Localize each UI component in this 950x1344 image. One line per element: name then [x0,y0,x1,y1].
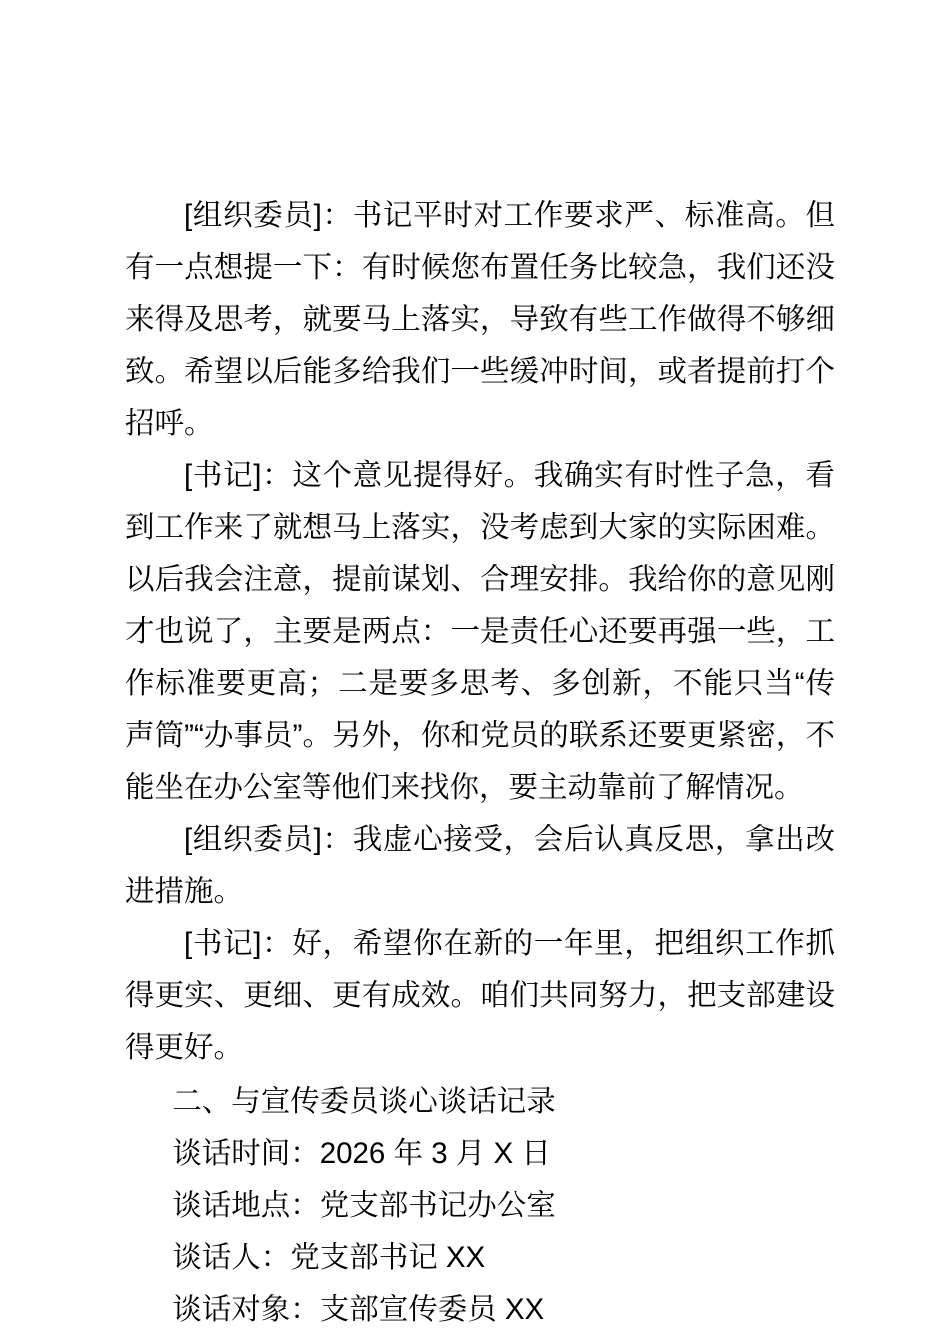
paragraph-organization-committee-accept: [组织委员]：我虚心接受，会后认真反思，拿出改进措施。 [125,823,835,908]
interview-record-header-block [125,1076,835,1336]
paragraph-secretary-response: [书记]：这个意见提得好。我确实有时性子急，看到工作来了就想马上落实，没考虑到大家的实际困难。以后我会注意，提前谋划、合理安排。我给你的意见刚才也说了，主要是两点：一是责任心还要再强一些，工作标准要更高；二是要多思考、多创新，不能只当“传声筒”“办事员”。另外，你和党员的联系还要更紧密，不能坐在办公室等他们来找你，要主动靠前了解情况。 [125,459,835,804]
paragraph-secretary-closing: [书记]：好，希望你在新的一年里，把组织工作抓得更实、更细、更有成效。咱们共同努力，把支部建设得更好。 [125,927,835,1064]
meta-line-talk-location: 谈话地点：党支部书记办公室 [172,1189,556,1222]
paragraph-organization-committee-feedback: [组织委员]：书记平时对工作要求严、标准高。但有一点想提一下：有时候您布置任务比较急，我们还没来得及思考，就要马上落实，导致有些工作做得不够细致。希望以后能多给我们一些缓冲时间，或者提前打个招呼。 [125,199,835,440]
meta-line-talk-time: 谈话时间：2026 年 3 月 X 日 [172,1137,551,1170]
section-heading: 二、与宣传委员谈心谈话记录 [172,1085,556,1118]
meta-line-interviewer: 谈话人：党支部书记 XX [172,1241,486,1274]
meta-line-interviewee: 谈话对象：支部宣传委员 XX [172,1293,545,1326]
